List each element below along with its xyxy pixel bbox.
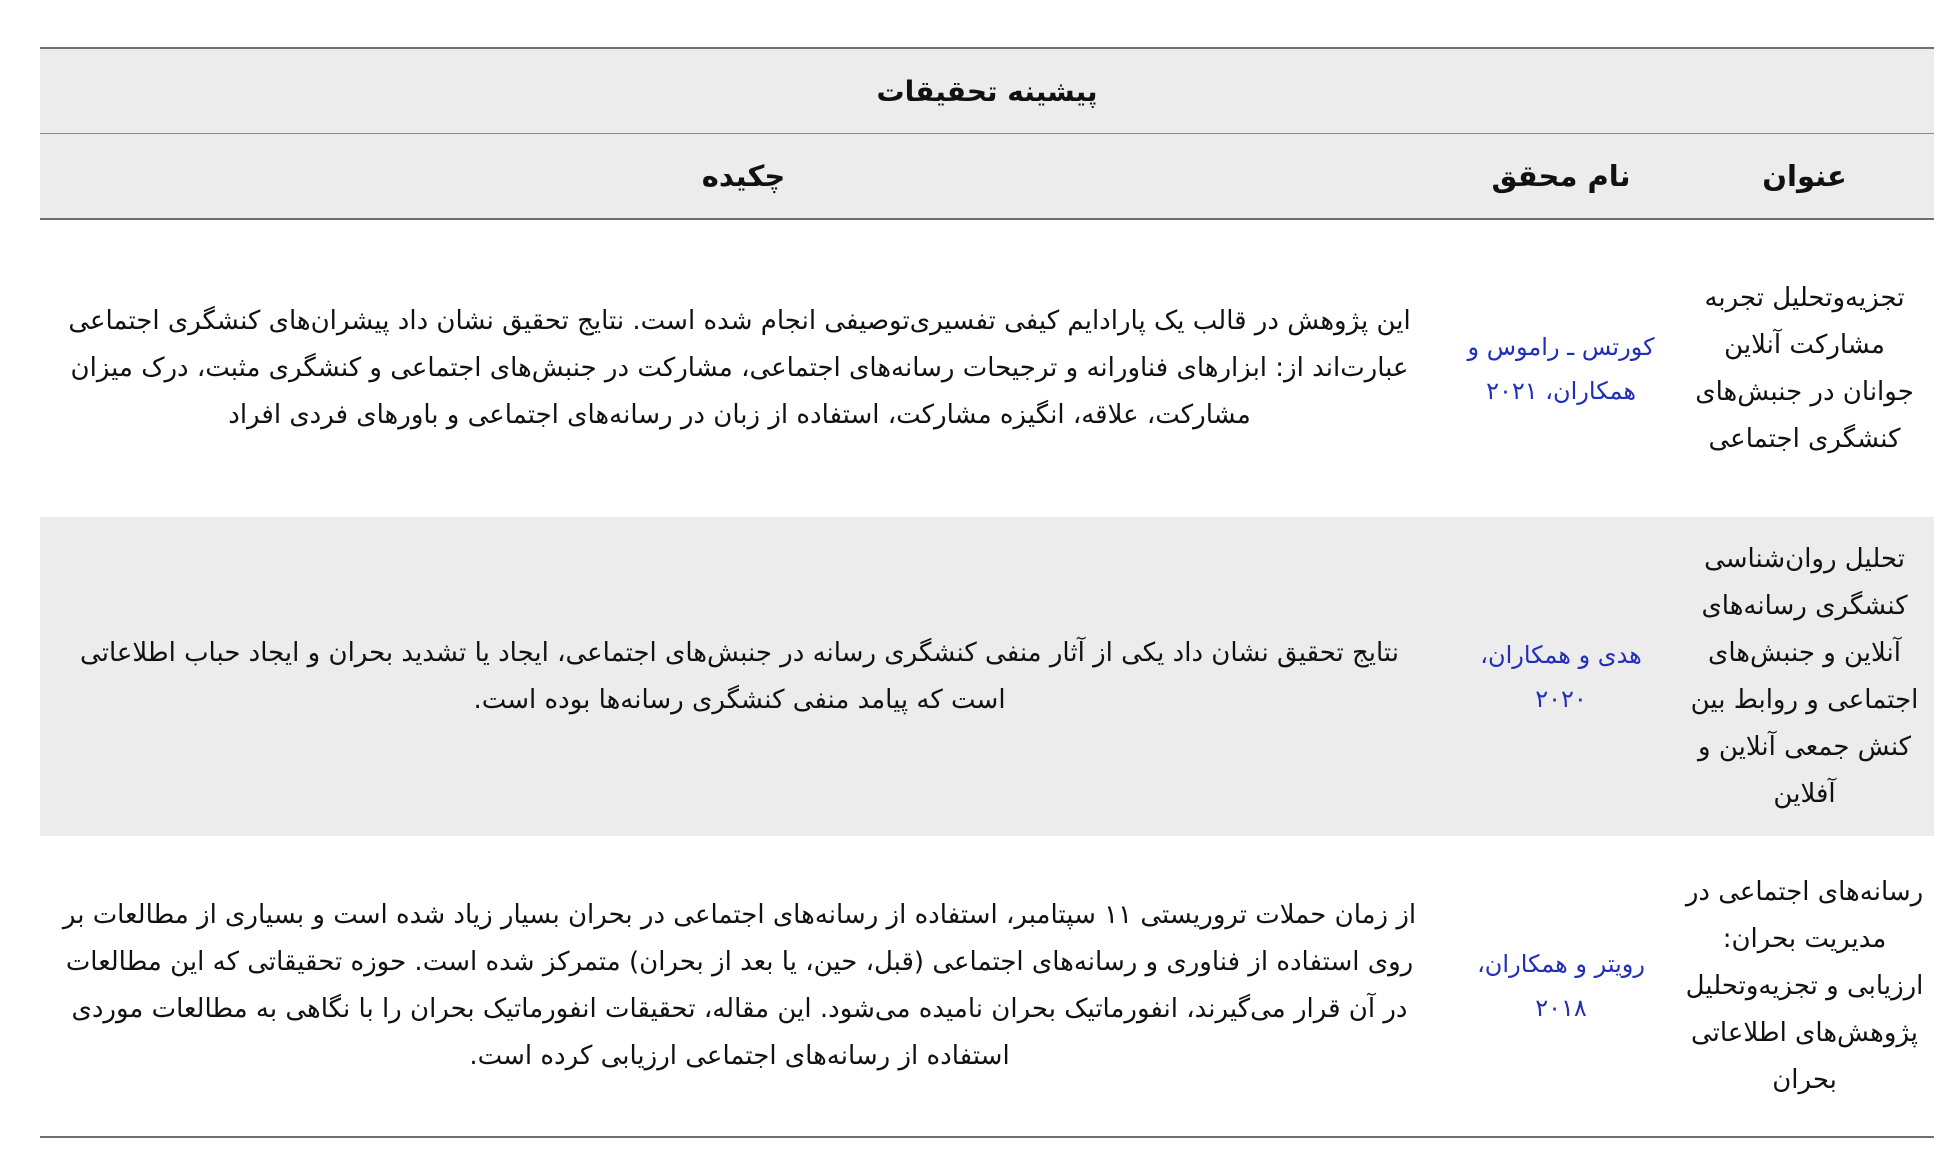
cell-abstract: این پژوهش در قالب یک پارادایم کیفی تفسیری‌توصیفی انجام شده است. نتایج تحقیق نشان داد پیشران‌های کنشگری اجتماعی عبارت‌اند از: ابزارهای فناورانه و ترجیحات رسانه‌های اجتماعی، مشارکت در جنبش‌های اجتماعی و کنشگری مثبت، درک میزان مشارکت، علاقه، انگیزه مشارکت، استفاده از زبان در رسانه‌های اجتماعی و باورهای فردی افراد	[68, 306, 1411, 430]
cell-abstract: نتایج تحقیق نشان داد یکی از آثار منفی کنشگری رسانه در جنبش‌های اجتماعی، ایجاد یا تشدید بحران و ایجاد حباب اطلاعاتی است که پیامد منفی کنشگری رسانه‌ها بوده است.	[40, 517, 1447, 836]
table-caption: پیشینه تحقیقات	[40, 48, 1934, 134]
cell-author-link[interactable]: هدی و همکاران، ۲۰۲۰	[1447, 517, 1675, 836]
research-background-table	[40, 47, 1934, 1138]
table-row	[40, 836, 1934, 1137]
cell-author-link[interactable]: کورتس ـ راموس و همکاران، ۲۰۲۱	[1467, 332, 1655, 405]
table-caption-row	[40, 48, 1934, 134]
table-row	[40, 219, 1934, 517]
header-title: عنوان	[1675, 134, 1934, 220]
cell-title: تجزیه‌وتحلیل تجربه مشارکت آنلاین جوانان در جنبش‌های کنشگری اجتماعی	[1695, 282, 1914, 454]
cell-title: رسانه‌های اجتماعی در مدیریت بحران: ارزیابی و تجزیه‌وتحلیل پژوهش‌های اطلاعاتی بحران	[1675, 836, 1934, 1137]
header-abstract: چکیده	[40, 134, 1447, 220]
header-author: نام محقق	[1447, 134, 1675, 220]
cell-abstract: از زمان حملات تروریستی ۱۱ سپتامبر، استفاده از رسانه‌های اجتماعی در بحران بسیار زیاد شده است و بسیاری از مطالعات بر روی استفاده از فناوری و رسانه‌های اجتماعی (قبل، حین، یا بعد از بحران) متمرکز شده است. حوزه تحقیقاتی که این مطالعات در آن قرار می‌گیرند، انفورماتیک بحران نامیده می‌شود. این مقاله، تحقیقات انفورماتیک بحران را با نگاهی به مطالعات موردی استفاده از رسانه‌های اجتماعی ارزیابی کرده است.	[40, 836, 1447, 1137]
cell-title: تحلیل روان‌شناسی کنشگری رسانه‌های آنلاین و جنبش‌های اجتماعی و روابط بین کنش جمعی آنلاین و آفلاین	[1675, 517, 1934, 836]
table-header-row	[40, 134, 1934, 220]
research-background-table-wrapper	[40, 47, 1934, 1138]
table-row	[40, 517, 1934, 836]
cell-author-link[interactable]: رویتر و همکاران، ۲۰۱۸	[1447, 836, 1675, 1137]
